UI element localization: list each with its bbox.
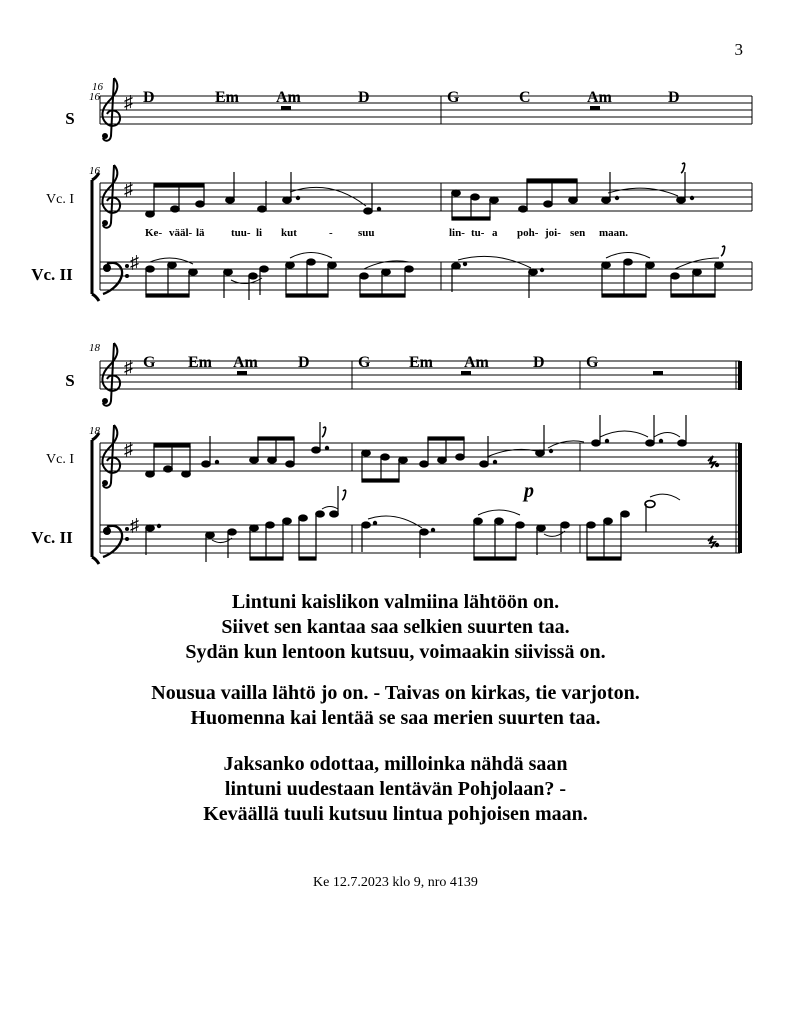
sharp-icon: ♯ [124,439,133,459]
lyrics-verse-2 [0,681,791,731]
lyric: tuu- [231,227,251,239]
lyric: poh- [517,227,539,239]
note [258,206,267,212]
treble-clef-icon [102,343,120,406]
note [196,201,205,207]
rest-icon [590,106,600,110]
lyric: a [492,227,498,239]
lyrics-verse-3 [0,752,791,827]
lyric: vääl- [169,227,193,239]
breath-mark-icon [322,427,326,437]
system-1 [31,78,752,301]
rest-icon [461,371,471,375]
lyric: Ke- [145,227,163,239]
note [569,197,578,203]
rest-icon [708,456,715,468]
system-2 [31,342,742,564]
chord-symbol: D [668,89,680,106]
lyric: - [329,227,333,239]
lyric: suu [358,227,375,239]
staff-label-cello2: Vc. II [31,528,73,547]
chord-symbol: G [447,89,460,106]
sharp-icon: ♯ [130,252,139,272]
measure-number: 16 [89,91,100,103]
cello2-notes [146,486,719,562]
lyric: tu- [471,227,485,239]
chord-symbol: D [298,354,310,371]
lyric: sen [570,227,586,239]
dynamic-marking: p [524,480,534,502]
note [146,211,155,217]
verse-line: Jaksanko odottaa, milloinka nähdä saan [223,753,568,775]
note [364,208,373,214]
rest-icon [281,106,291,110]
bass-clef-icon [103,263,129,294]
chord-symbol: C [519,89,531,106]
lyric: joi- [545,227,561,239]
treble-clef-icon [102,165,120,228]
measure-number: 18 [89,425,100,437]
footer-date: Ke 12.7.2023 klo 9, nro 4139 [313,875,478,890]
chord-symbol: D [143,89,155,106]
lyrics-line [145,227,628,239]
note [544,201,553,207]
note [283,197,292,203]
cello2-notes [146,246,725,300]
staff-label-cello1: Vc. I [46,452,74,467]
treble-clef-icon [102,425,120,488]
chord-symbol: G [358,354,371,371]
note [602,197,611,203]
measure-number: 16 [89,165,100,177]
sharp-icon: ♯ [124,92,133,112]
chord-symbol: G [586,354,599,371]
rest-icon [237,371,247,375]
verse-line: Siivet sen kantaa saa selkien suurten taa. [221,616,570,638]
note [490,197,499,203]
breath-mark-icon [721,246,725,256]
chord-symbol: Em [188,354,212,371]
chord-symbol: Am [464,354,489,371]
lyric: li [256,227,263,239]
lyric: lä [196,227,205,239]
note [226,197,235,203]
cello1-staff-2 [100,443,740,471]
chord-symbol: D [358,89,370,106]
lyric: lin- [449,227,465,239]
chord-symbol: Am [587,89,612,106]
bass-clef-icon [103,526,129,557]
rest-icon [653,371,663,375]
verse-line: Sydän kun lentoon kutsuu, voimaakin siivissä on. [185,641,606,663]
breath-mark-icon [681,163,685,173]
chord-symbol: Am [276,89,301,106]
staff-label-cello1: Vc. I [46,192,74,207]
chord-symbol: G [143,354,156,371]
note [677,197,686,203]
staff-label-cello2: Vc. II [31,265,73,284]
lyric: kut [281,227,297,239]
chord-symbol: Em [409,354,433,371]
verse-line: lintuni uudestaan lentävän Pohjolaan? - [224,778,567,800]
lyrics-verse-1 [0,590,791,665]
chord-symbol: D [533,354,545,371]
sharp-icon: ♯ [130,515,139,535]
soprano-staff-1 [100,96,752,124]
measure-number: 16 [92,81,103,93]
staff-label-soprano: S [65,109,75,128]
brace-icon [92,433,99,564]
sharp-icon: ♯ [124,357,133,377]
treble-clef-icon [102,78,120,141]
staff-label-soprano: S [65,371,75,390]
measure-number: 18 [89,342,100,354]
page-number: 3 [734,40,743,59]
breath-mark-icon [342,490,346,500]
chord-symbol: Em [215,89,239,106]
cello1-notes [146,415,719,482]
verse-line: Huomenna kai lentää se saa merien suurten taa. [190,707,601,729]
sharp-icon: ♯ [124,179,133,199]
chord-symbol: Am [233,354,258,371]
verse-line: Keväällä tuuli kutsuu lintua pohjoisen maan. [203,803,588,825]
note [471,194,480,200]
note [171,206,180,212]
verse-line: Lintuni kaislikon valmiina lähtöön on. [231,591,560,613]
lyric: maan. [599,227,629,239]
note [452,190,461,196]
note [519,206,528,212]
brace-icon [92,173,99,301]
verse-line: Nousua vailla lähtö jo on. - Taivas on kirkas, tie varjoton. [151,682,640,704]
